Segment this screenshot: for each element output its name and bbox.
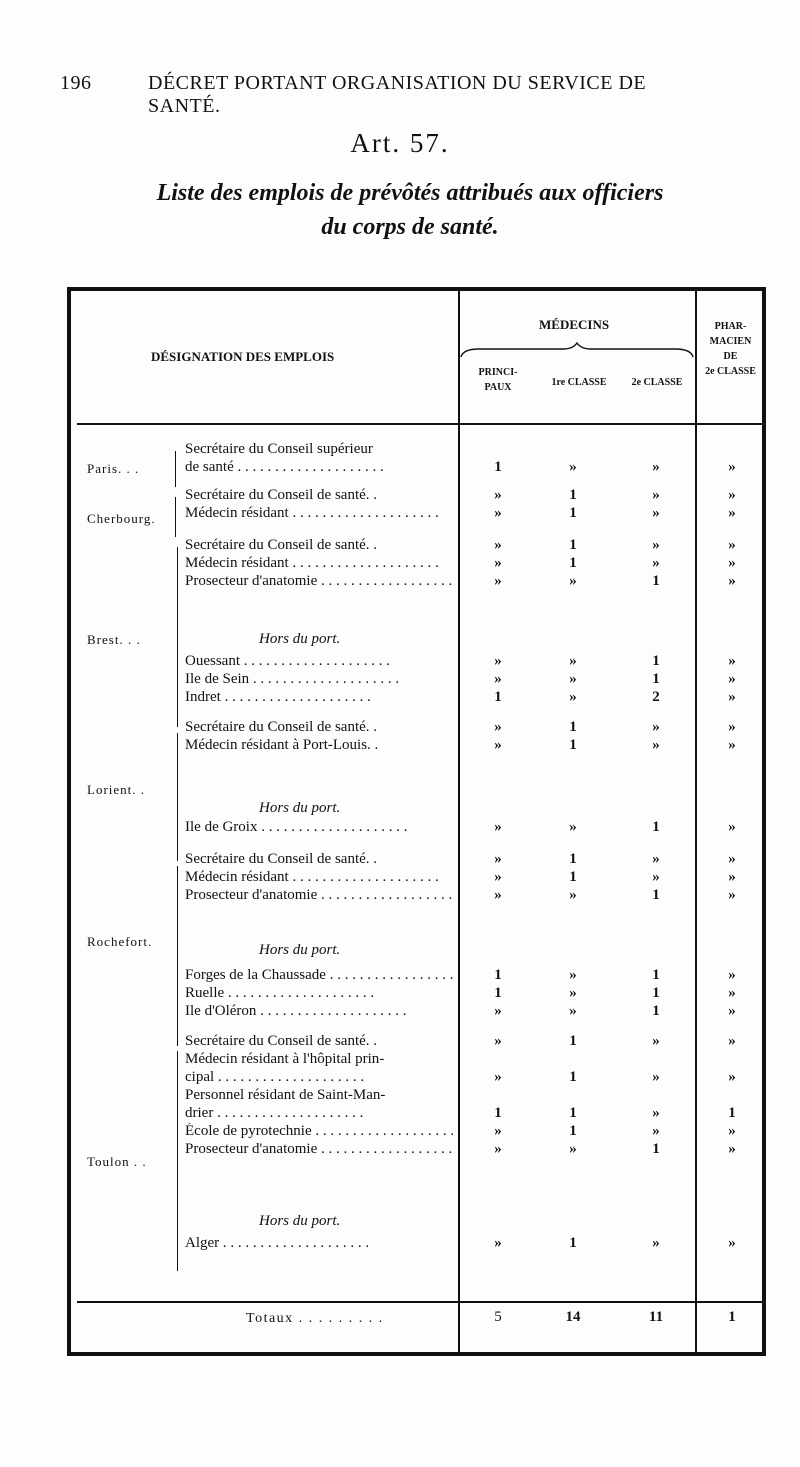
row-label: Secrétaire du Conseil de santé. . [185,719,378,735]
cell-classe2: » [652,851,660,867]
brace-brest [177,547,178,727]
header-pharmacien: PHAR- MACIEN DE 2e CLASSE [705,321,756,377]
row-label: Ile d'Oléron . . . [185,1003,453,1020]
cell-classe1: » [569,887,577,903]
cell-pharmacien: » [728,671,736,687]
cell-principaux: » [494,537,502,553]
cell-classe1: 1 [569,555,577,571]
cell-principaux: 1 [494,967,502,983]
cell-classe1: » [569,689,577,705]
header-classe2: 2e CLASSE [631,377,683,388]
total-principaux: 5 [494,1309,502,1325]
header-classe1: 1re CLASSE [551,377,607,388]
cell-pharmacien: » [728,459,736,475]
cell-classe2: » [652,505,660,521]
total-pharmacien: 1 [728,1309,736,1325]
cell-classe2: » [652,737,660,753]
cell-classe2: » [652,719,660,735]
row-label: Secrétaire du Conseil de santé. . [185,1033,378,1049]
cell-pharmacien: » [728,1033,736,1049]
row-label: École de pyrotechnie . . . [185,1123,453,1140]
cell-classe1: 1 [569,505,577,521]
table-caption [80,176,740,244]
cell-classe1: » [569,671,577,687]
brace-lorient [177,733,178,861]
cell-classe2: 1 [652,671,660,687]
caption-line-1: Liste des emplois de prévôtés attribués aux officiers [156,180,664,206]
brace-paris [175,451,176,487]
hors-du-port-brest: Hors du port. [259,631,341,647]
cell-classe2: 2 [652,689,660,705]
cell-classe2: » [652,869,660,885]
row-label: Alger . . . [185,1235,453,1252]
port-lorient: Lorient. . [87,782,146,797]
cell-principaux: » [494,869,502,885]
row-label: Secrétaire du Conseil de santé. . [185,487,378,503]
row-label: Médecin résidant . . . [185,505,453,522]
cell-pharmacien: » [728,1141,736,1157]
cell-principaux: 1 [494,1105,502,1121]
cell-classe2: 1 [652,1003,660,1019]
col-rule-designation [458,291,460,1352]
col-rule-pharmacien [695,291,697,1352]
cell-principaux: » [494,1069,502,1085]
row-label: Médecin résidant . . . [185,555,453,572]
port-paris: Paris. . . [87,461,140,476]
cell-pharmacien: » [728,689,736,705]
cell-pharmacien: » [728,887,736,903]
cell-classe1: 1 [569,1069,577,1085]
cell-principaux: » [494,1003,502,1019]
cell-classe2: » [652,1235,660,1251]
cell-classe1: » [569,985,577,1001]
cell-classe2: » [652,1123,660,1139]
cell-pharmacien: » [728,537,736,553]
row-label: Prosecteur d'anatomie . . . [185,1141,453,1158]
row-label: drier . . . [185,1105,453,1122]
cell-principaux: » [494,653,502,669]
row-label: Prosecteur d'anatomie . . . [185,573,453,590]
cell-classe2: 1 [652,653,660,669]
cell-pharmacien: » [728,1235,736,1251]
row-label: Ouessant . . . [185,653,453,670]
cell-classe2: » [652,1105,660,1121]
cell-pharmacien: » [728,1123,736,1139]
row-label: Secrétaire du Conseil de santé. . [185,537,378,553]
cell-pharmacien: » [728,819,736,835]
cell-classe2: 1 [652,573,660,589]
totals-rule [77,1301,762,1303]
cell-pharmacien: » [728,719,736,735]
row-label: Ile de Sein . . . [185,671,453,688]
row-label: Ruelle . . . [185,985,453,1002]
cell-classe2: » [652,459,660,475]
cell-pharmacien: » [728,967,736,983]
cell-classe1: 1 [569,869,577,885]
cell-principaux: 1 [494,459,502,475]
cell-classe1: 1 [569,1033,577,1049]
cell-principaux: 1 [494,985,502,1001]
cell-principaux: » [494,887,502,903]
row-label: Indret . . . [185,689,453,706]
cell-classe2: 1 [652,1141,660,1157]
cell-classe1: » [569,819,577,835]
hors-du-port-rochefort: Hors du port. [259,942,341,958]
cell-principaux: » [494,573,502,589]
cell-classe1: » [569,1141,577,1157]
cell-classe2: » [652,537,660,553]
cell-pharmacien: » [728,573,736,589]
header-principaux: PRINCI- PAUX [478,367,518,393]
hors-du-port-lorient: Hors du port. [259,800,341,816]
cell-pharmacien: » [728,851,736,867]
cell-classe2: » [652,555,660,571]
cell-classe1: » [569,573,577,589]
brace-rochefort [177,866,178,1046]
header-rule [77,423,762,425]
cell-classe1: 1 [569,1105,577,1121]
cell-principaux: » [494,1123,502,1139]
cell-pharmacien: » [728,1069,736,1085]
cell-classe2: » [652,1033,660,1049]
port-cherbourg: Cherbourg. [87,511,156,526]
hors-du-port-toulon: Hors du port. [259,1213,341,1229]
port-toulon: Toulon . . [87,1154,147,1169]
cell-classe1: 1 [569,487,577,503]
row-label: Médecin résidant à Port-Louis. . [185,737,379,753]
cell-classe2: » [652,487,660,503]
cell-classe2: 1 [652,819,660,835]
cell-classe1: » [569,967,577,983]
cell-principaux: » [494,487,502,503]
cell-principaux: » [494,851,502,867]
cell-classe1: 1 [569,851,577,867]
row-label: Médecin résidant à l'hôpital prin- [185,1051,385,1067]
caption-line-2: du corps de santé. [321,214,499,240]
cell-pharmacien: » [728,737,736,753]
cell-principaux: » [494,505,502,521]
cell-classe1: » [569,653,577,669]
cell-principaux: » [494,1141,502,1157]
cell-pharmacien: » [728,1003,736,1019]
cell-classe1: » [569,459,577,475]
cell-pharmacien: » [728,555,736,571]
cell-classe1: » [569,1003,577,1019]
cell-pharmacien: » [728,653,736,669]
row-label: Forges de la Chaussade . . . [185,967,453,984]
cell-principaux: » [494,737,502,753]
header-designation: DÉSIGNATION DES EMPLOIS [151,349,335,364]
cell-principaux: » [494,719,502,735]
totals-label: Totaux . . . . . . . . . [246,1311,384,1326]
row-label: Secrétaire du Conseil de santé. . [185,851,378,867]
cell-principaux: » [494,819,502,835]
cell-classe1: 1 [569,537,577,553]
brace-toulon [177,1051,178,1271]
cell-pharmacien: » [728,985,736,1001]
header-medecins: MÉDECINS [539,317,610,332]
running-title: DÉCRET PORTANT ORGANISATION DU SERVICE DE SANTÉ. [148,72,647,117]
emplois-table [67,287,766,1356]
brace-cherbourg [175,497,176,537]
cell-pharmacien: » [728,869,736,885]
cell-principaux: » [494,1033,502,1049]
cell-classe1: 1 [569,719,577,735]
medecins-brace [459,341,695,361]
cell-classe1: 1 [569,1123,577,1139]
cell-principaux: 1 [494,689,502,705]
page-number: 196 [60,72,92,94]
cell-principaux: » [494,1235,502,1251]
port-brest: Brest. . . [87,632,141,647]
cell-classe2: 1 [652,985,660,1001]
cell-pharmacien: » [728,505,736,521]
cell-principaux: » [494,671,502,687]
cell-classe2: » [652,1069,660,1085]
cell-classe1: 1 [569,737,577,753]
row-label: Prosecteur d'anatomie . . . [185,887,453,904]
port-rochefort: Rochefort. [87,934,153,949]
total-classe2: 11 [648,1309,664,1325]
row-label: Médecin résidant . . . [185,869,453,886]
row-label: Secrétaire du Conseil supérieur [185,441,373,457]
cell-pharmacien: » [728,487,736,503]
cell-classe1: 1 [569,1235,577,1251]
row-label: de santé . . . [185,459,453,476]
cell-classe2: 1 [652,887,660,903]
article-title: Art. 57. [350,128,450,158]
cell-principaux: » [494,555,502,571]
total-classe1: 14 [565,1309,581,1325]
row-label: Ile de Groix . . . [185,819,453,836]
cell-pharmacien: 1 [728,1105,736,1121]
row-label: Personnel résidant de Saint-Man- [185,1087,386,1103]
row-label: cipal . . . [185,1069,453,1086]
cell-classe2: 1 [652,967,660,983]
